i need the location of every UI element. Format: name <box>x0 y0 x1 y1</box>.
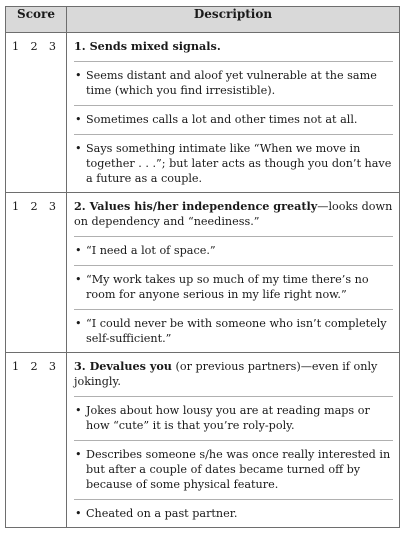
item-title: 3. Devalues you <box>74 359 172 373</box>
list-item-text: Cheated on a past partner. <box>86 507 238 520</box>
list-item <box>74 265 393 309</box>
bullet-icon: • <box>75 244 82 257</box>
list-item-text: Sometimes calls a lot and other times not at all. <box>86 113 358 126</box>
item-title-rest: —looks down on dependency and “neediness.” <box>74 200 393 228</box>
item-heading <box>74 199 393 229</box>
example-list <box>74 236 393 348</box>
description-column-header: Description <box>67 7 400 33</box>
example-list <box>74 396 393 523</box>
item-heading <box>74 359 393 389</box>
list-item <box>74 440 393 499</box>
bullet-icon: • <box>75 317 82 330</box>
list-item-text: Seems distant and aloof yet vulnerable at the same time (which you find irresistible). <box>86 69 377 97</box>
bullet-icon: • <box>75 142 82 155</box>
list-item <box>74 396 393 440</box>
score-cell <box>6 33 67 193</box>
score-option-1[interactable]: 1 <box>12 360 20 373</box>
bullet-icon: • <box>75 113 82 126</box>
item-heading <box>74 39 393 54</box>
example-list <box>74 61 393 188</box>
list-item <box>74 61 393 105</box>
list-item <box>74 105 393 134</box>
score-option-2[interactable]: 2 <box>30 40 38 53</box>
list-item <box>74 499 393 523</box>
list-item-text: Describes someone s/he was once really interested in but after a couple of dates became turned off by because of some physical feature. <box>86 448 391 491</box>
table-row <box>6 193 400 353</box>
bullet-icon: • <box>75 507 82 520</box>
list-item-text: Jokes about how lousy you are at reading maps or how “cute” it is that you’re roly-poly. <box>86 404 370 432</box>
score-option-3[interactable]: 3 <box>48 360 56 373</box>
score-cell <box>6 353 67 528</box>
description-cell <box>67 193 400 353</box>
list-item <box>74 236 393 265</box>
table-row <box>6 33 400 193</box>
score-option-3[interactable]: 3 <box>48 200 56 213</box>
list-item-text: “I need a lot of space.” <box>86 244 216 257</box>
score-option-1[interactable]: 1 <box>12 200 20 213</box>
score-option-1[interactable]: 1 <box>12 40 20 53</box>
item-title-rest: (or previous partners)—even if only jokingly. <box>74 360 378 388</box>
score-option-3[interactable]: 3 <box>48 40 56 53</box>
description-cell <box>67 353 400 528</box>
bullet-icon: • <box>75 404 82 417</box>
score-option-2[interactable]: 2 <box>30 200 38 213</box>
score-column-header: Score <box>6 7 67 33</box>
table-row <box>6 353 400 528</box>
scoring-table <box>5 6 400 528</box>
list-item <box>74 309 393 348</box>
bullet-icon: • <box>75 448 82 461</box>
score-option-2[interactable]: 2 <box>30 360 38 373</box>
item-title: 1. Sends mixed signals. <box>74 39 221 53</box>
list-item <box>74 134 393 188</box>
bullet-icon: • <box>75 273 82 286</box>
list-item-text: Says something intimate like “When we move in together . . .”; but later acts as though you don’t have a future as a couple. <box>86 142 392 185</box>
description-cell <box>67 33 400 193</box>
item-title: 2. Values his/her independence greatly <box>74 199 318 213</box>
table-header-row <box>6 7 400 33</box>
bullet-icon: • <box>75 69 82 82</box>
score-cell <box>6 193 67 353</box>
list-item-text: “I could never be with someone who isn’t completely self-sufficient.” <box>86 317 387 345</box>
list-item-text: “My work takes up so much of my time there’s no room for anyone serious in my life right now.” <box>86 273 369 301</box>
